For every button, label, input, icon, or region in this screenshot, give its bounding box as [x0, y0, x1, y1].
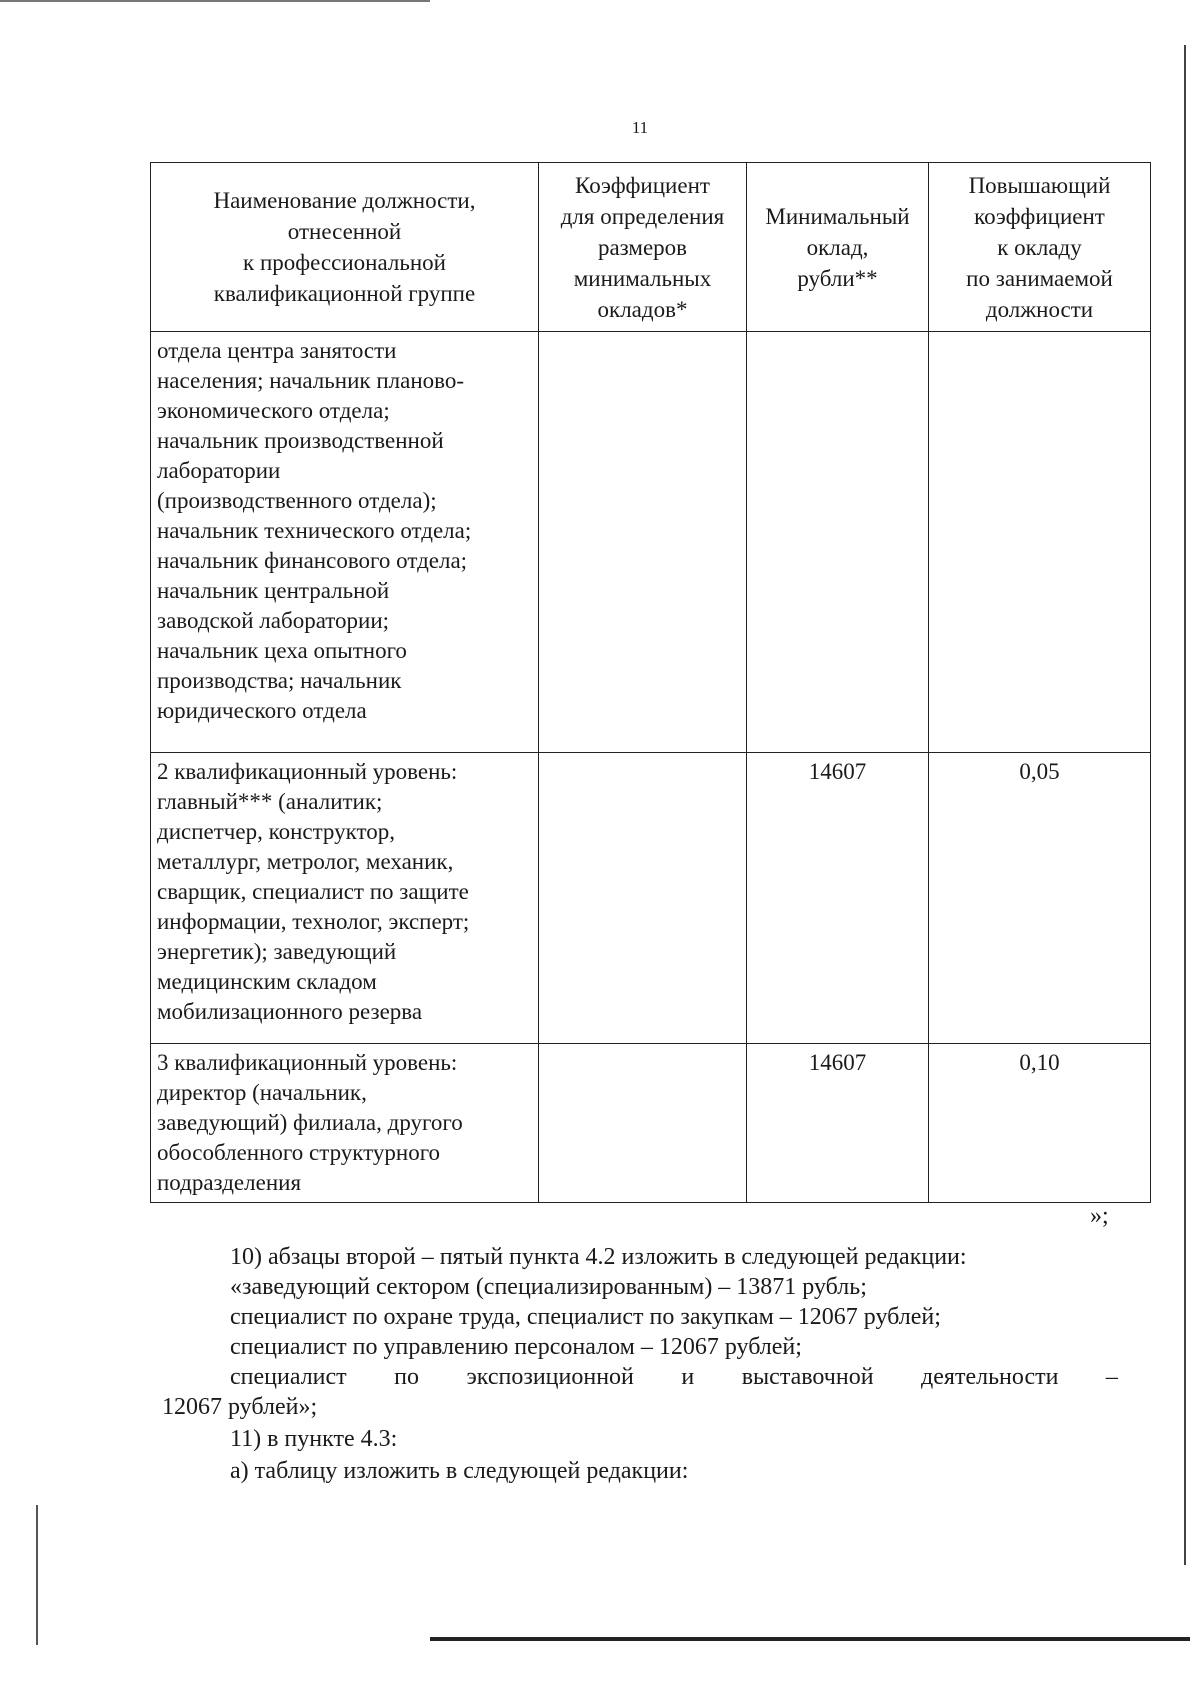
page-number: 11: [631, 118, 649, 137]
text-line: начальник финансового отдела;: [157, 548, 468, 573]
text-line: металлург, метролог, механик,: [157, 849, 454, 874]
header-raise-coefficient: [929, 163, 1151, 332]
text-line: Наименование должности,: [213, 188, 476, 213]
text-line: экономического отдела;: [157, 398, 390, 423]
quote-line-4-continuation: 12067 рублей»;: [162, 1394, 318, 1420]
text-line: производства; начальник: [157, 668, 402, 693]
table-row: [151, 753, 1151, 1044]
header-position-name: [151, 163, 539, 332]
text-line: Повышающий: [968, 172, 1111, 198]
quote-line-3: специалист по управлению персоналом – 12067 рублей;: [230, 1334, 802, 1360]
word: выставочной: [741, 1364, 874, 1390]
text-line: начальник цеха опытного: [157, 638, 407, 663]
position-name-cell: [151, 332, 539, 753]
position-name-cell: [151, 1044, 539, 1203]
raise-cell: 0,10: [929, 1044, 1151, 1203]
scan-edge-right: [1184, 45, 1186, 1565]
text-line: окладов*: [597, 296, 688, 322]
paragraph-11a: а) таблицу изложить в следующей редакции:: [230, 1458, 689, 1484]
text-line: размеров: [597, 234, 688, 260]
word: деятельности: [921, 1364, 1059, 1390]
text-line: по занимаемой: [966, 265, 1113, 291]
text-line: директор (начальник,: [157, 1080, 367, 1105]
text-line: информации, технолог, эксперт;: [157, 909, 470, 934]
raise-cell: [929, 332, 1151, 753]
salary-table: [150, 162, 1151, 1203]
text-line: оклад,: [806, 234, 869, 260]
text-line: должности: [985, 296, 1094, 322]
text-line: сварщик, специалист по защите: [157, 879, 469, 904]
word: экспозиционной: [466, 1364, 634, 1390]
text-line: (производственного отдела);: [157, 488, 437, 513]
salary-cell: 14607: [747, 753, 929, 1044]
salary-cell: 14607: [747, 1044, 929, 1203]
text-line: подразделения: [157, 1170, 302, 1195]
text-line: коэффициент: [974, 203, 1105, 229]
text-line: главный*** (аналитик;: [157, 789, 383, 814]
coefficient-cell: [539, 1044, 747, 1203]
text-line: к окладу: [997, 234, 1082, 260]
text-line: заводской лаборатории;: [157, 608, 390, 633]
text-line: обособленного структурного: [157, 1140, 441, 1165]
word: и: [681, 1364, 695, 1390]
text-line: рубли**: [797, 265, 878, 291]
text-line: для определения: [560, 203, 725, 229]
paragraph-10: 10) абзацы второй – пятый пункта 4.2 изложить в следующей редакции:: [230, 1244, 967, 1270]
scan-edge-bottom: [430, 1637, 1190, 1641]
salary-cell: [747, 332, 929, 753]
coefficient-cell: [539, 753, 747, 1044]
text-line: начальник центральной: [157, 578, 390, 603]
paragraph-11: 11) в пункте 4.3:: [230, 1426, 398, 1452]
text-line: лаборатории: [157, 458, 281, 483]
text-line: отнесенной: [287, 219, 402, 244]
word: специалист: [230, 1364, 347, 1390]
table-row: [151, 1044, 1151, 1203]
word: –: [1105, 1364, 1118, 1390]
text-line: Минимальный: [765, 203, 910, 229]
quote-line-4: [230, 1362, 1118, 1392]
scan-edge-left: [36, 1505, 38, 1645]
header-coefficient: [539, 163, 747, 332]
text-line: 3 квалификационный уровень:: [157, 1050, 458, 1075]
text-line: начальник производственной: [157, 428, 444, 453]
text-line: минимальных: [573, 265, 712, 291]
text-line: мобилизационного резерва: [157, 999, 423, 1024]
text-line: заведующий) филиала, другого: [157, 1110, 463, 1135]
quote-line-2: специалист по охране труда, специалист по закупкам – 12067 рублей;: [230, 1304, 941, 1330]
position-name-cell: [151, 753, 539, 1044]
closing-quote-mark: »;: [1090, 1203, 1109, 1229]
header-min-salary: [747, 163, 929, 332]
text-line: Коэффициент: [575, 172, 710, 198]
quote-line-1: «заведующий сектором (специализированным) – 13871 рубль;: [230, 1274, 867, 1300]
text-line: к профессиональной: [243, 250, 446, 275]
text-line: начальник технического отдела;: [157, 518, 472, 543]
text-line: населения; начальник планово-: [157, 368, 464, 393]
text-line: юридического отдела: [157, 698, 367, 723]
text-line: энергетик); заведующий: [157, 939, 397, 964]
table-header-row: [151, 163, 1151, 332]
text-line: квалификационной группе: [213, 281, 476, 306]
raise-cell: 0,05: [929, 753, 1151, 1044]
word: по: [394, 1364, 419, 1390]
coefficient-cell: [539, 332, 747, 753]
text-line: диспетчер, конструктор,: [157, 819, 395, 844]
text-line: медицинским складом: [157, 969, 377, 994]
table-row: [151, 332, 1151, 753]
text-line: отдела центра занятости: [157, 338, 397, 363]
text-line: 2 квалификационный уровень:: [157, 759, 458, 784]
scan-edge-top: [0, 0, 430, 2]
